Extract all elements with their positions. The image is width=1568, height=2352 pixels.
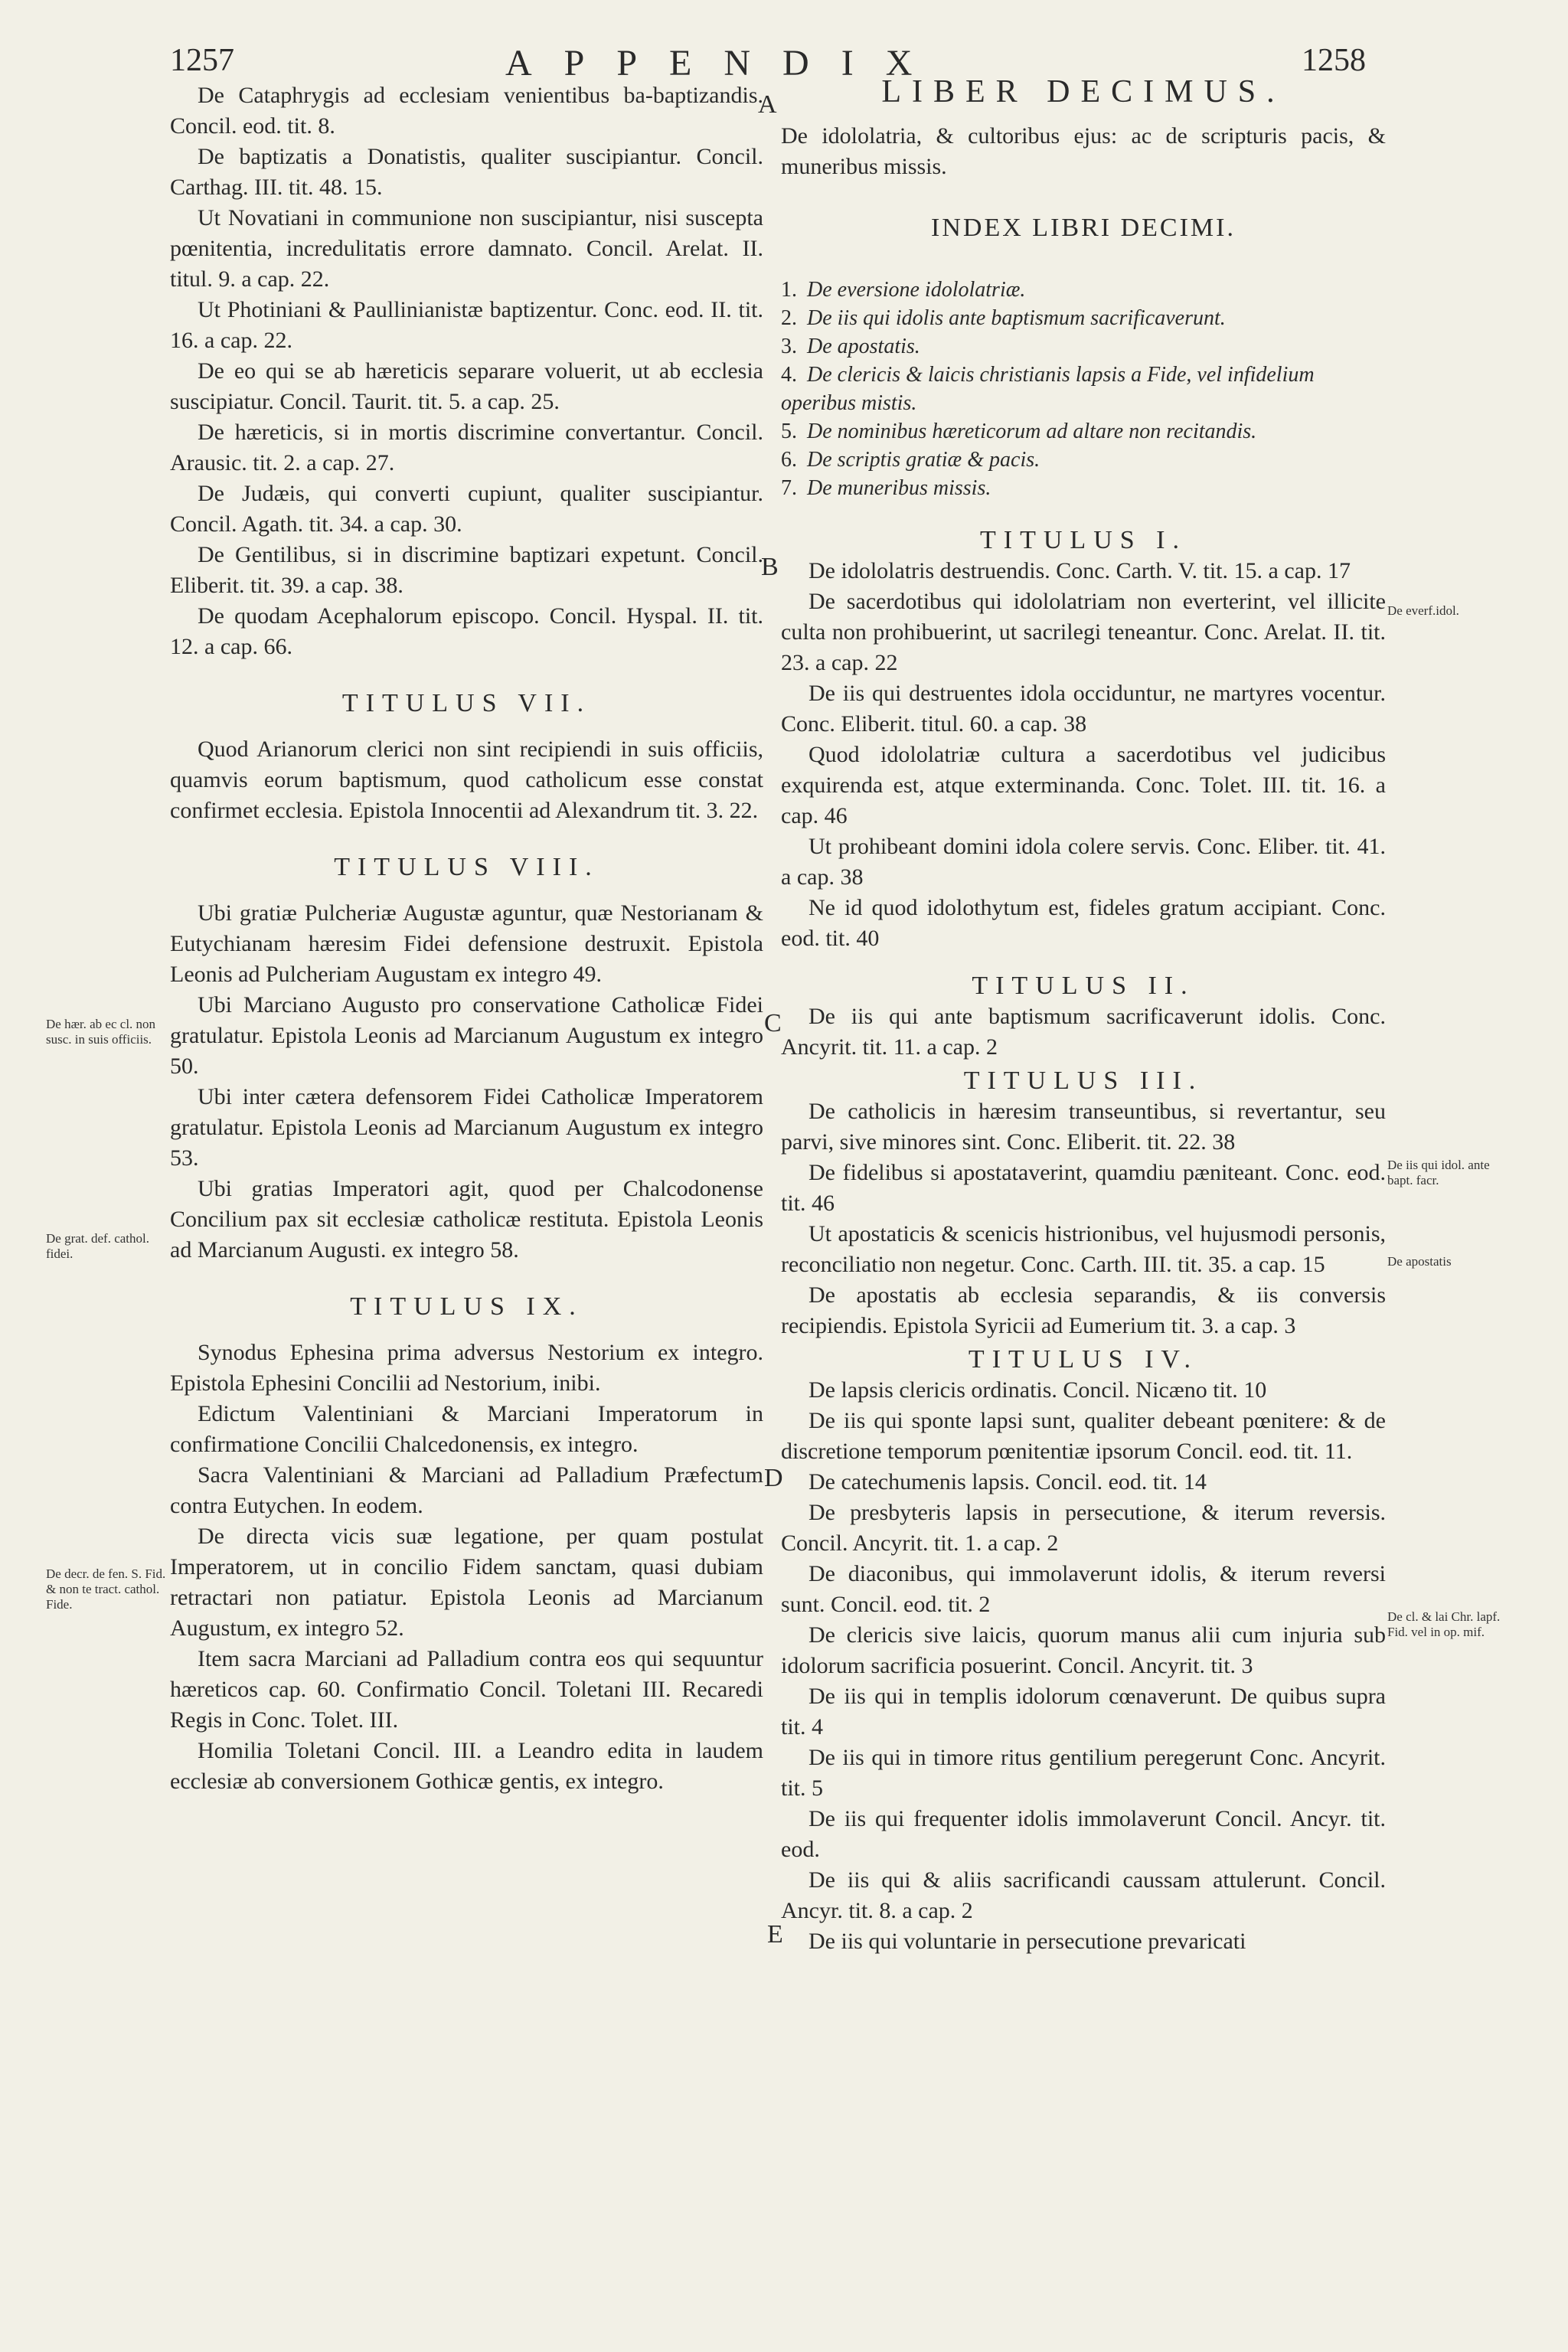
book-title: LIBER DECIMUS. xyxy=(881,74,1285,109)
index-title: INDEX LIBRI DECIMI. xyxy=(931,214,1236,242)
index-number: 1. xyxy=(781,278,797,302)
index-entry: Ut apostaticis & scenicis histrionibus, vel hujusmodi personis, reconciliatio non negetur. Conc. Carth. III. tit. 35. a cap. 15 xyxy=(781,1221,1386,1277)
index-entry: De iis qui sponte lapsi sunt, qualiter debeant pœnitere: & de discretione temporum pœnitentiæ ipsorum Concil. eod. tit. 11. xyxy=(781,1408,1386,1464)
index-text: De muneribus missis. xyxy=(807,476,991,500)
index-entry: De Cataphrygis ad ecclesiam venientibus ba-baptizandis. Concil. eod. tit. 8. xyxy=(170,83,763,139)
page-number-right: 1258 xyxy=(1302,43,1366,78)
index-entry: Ut Photiniani & Paullinianistæ baptizentur. Conc. eod. II. tit. 16. a cap. 22. xyxy=(170,297,763,353)
book-subtitle: De idololatria, & cultoribus ejus: ac de scripturis pacis, & muneribus missis. xyxy=(781,123,1386,179)
index-item xyxy=(781,446,1386,474)
index-item xyxy=(781,304,1386,332)
margin-note: De decr. de fen. S. Fid. & non te tract. cathol. Fide. xyxy=(46,1566,166,1612)
index-entry: De iis qui in templis idolorum cœnaverunt. De quibus supra tit. 4 xyxy=(781,1684,1386,1740)
index-entry: Homilia Toletani Concil. III. a Leandro edita in laudem ecclesiæ ab conversionem Gothicæ gentis, ex integro. xyxy=(170,1738,763,1794)
index-item xyxy=(781,361,1386,417)
section-mark-e: E xyxy=(767,1920,783,1949)
index-entry: De baptizatis a Donatistis, qualiter suscipiantur. Concil. Carthag. III. tit. 48. 15. xyxy=(170,144,763,200)
index-entry: Ubi gratias Imperatori agit, quod per Chalcodonense Concilium pax sit ecclesiæ catholicæ restituta. Epistola Leonis ad Marcianum Augusti. ex integro 58. xyxy=(170,1176,763,1263)
titulus-heading: TITULUS IX. xyxy=(350,1292,583,1321)
margin-note: De cl. & lai Chr. lapf. Fid. vel in op. mif. xyxy=(1387,1609,1501,1639)
index-text: De scriptis gratiæ & pacis. xyxy=(807,448,1040,472)
index-entry: Ut Novatiani in communione non suscipiantur, nisi suscepta pœnitentia, incredulitatis errore damnato. Concil. Arelat. II. titul. 9. a cap. 22. xyxy=(170,205,763,292)
index-entry: De iis qui ante baptismum sacrificaverunt idolis. Conc. Ancyrit. tit. 11. a cap. 2 xyxy=(781,1004,1386,1060)
titulus-heading: TITULUS III. xyxy=(963,1067,1204,1095)
index-text: De iis qui idolis ante baptismum sacrificaverunt. xyxy=(807,306,1226,330)
section-mark-d: D xyxy=(764,1464,783,1492)
section-mark-b: B xyxy=(761,553,779,581)
section-mark-a: A xyxy=(758,90,777,119)
titulus-heading: TITULUS IV. xyxy=(968,1345,1199,1374)
index-entry: De presbyteris lapsis in persecutione, & iterum reversis. Concil. Ancyrit. tit. 1. a cap. 2 xyxy=(781,1500,1386,1556)
index-entry: De iis qui frequenter idolis immolaverunt Concil. Ancyr. tit. eod. xyxy=(781,1806,1386,1862)
index-entry: De iis qui & aliis sacrificandi caussam attulerunt. Concil. Ancyr. tit. 8. a cap. 2 xyxy=(781,1867,1386,1923)
index-text: De apostatis. xyxy=(807,335,920,358)
margin-note: De iis qui idol. ante bapt. facr. xyxy=(1387,1158,1490,1187)
margin-note: De hær. ab ec cl. non susc. in suis officiis. xyxy=(46,1017,156,1047)
page-number-left: 1257 xyxy=(170,43,234,78)
index-entry: Synodus Ephesina prima adversus Nestorium ex integro. Epistola Ephesini Concilii ad Nestorium, inibi. xyxy=(170,1340,763,1396)
index-text: De nominibus hæreticorum ad altare non recitandis. xyxy=(807,420,1257,443)
index-entry: Edictum Valentiniani & Marciani Imperatorum in confirmatione Concilii Chalcedonensis, ex integro. xyxy=(170,1401,763,1457)
index-entry: Ubi gratiæ Pulcheriæ Augustæ aguntur, quæ Nestorianam & Eutychianam hæresim Fidei defensione destruxit. Epistola Leonis ad Pulcheriam Augustam ex integro 49. xyxy=(170,900,763,987)
index-entry: Ne id quod idolothytum est, fideles gratum accipiant. Conc. eod. tit. 40 xyxy=(781,895,1386,951)
index-entry: Ubi Marciano Augusto pro conservatione Catholicæ Fidei gratulatur. Epistola Leonis ad Marcianum Augustum ex integro 50. xyxy=(170,992,763,1079)
index-entry: De iis qui in timore ritus gentilium peregerunt Conc. Ancyrit. tit. 5 xyxy=(781,1745,1386,1801)
index-entry: De catholicis in hæresim transeuntibus, si revertantur, seu parvi, sive minores sint. Conc. Eliberit. tit. 22. 38 xyxy=(781,1099,1386,1155)
index-entry: Sacra Valentiniani & Marciani ad Palladium Præfectum contra Eutychen. In eodem. xyxy=(170,1462,763,1518)
index-list xyxy=(781,276,1386,502)
index-number: 7. xyxy=(781,476,797,500)
titulus-heading: TITULUS II. xyxy=(972,972,1195,1000)
left-column xyxy=(170,80,763,1797)
index-text: De eversione idololatriæ. xyxy=(807,278,1026,302)
margin-note: De apostatis xyxy=(1387,1254,1452,1269)
titulus-heading: TITULUS VIII. xyxy=(334,853,599,881)
index-item xyxy=(781,417,1386,446)
index-entry: De lapsis clericis ordinatis. Concil. Nicæno tit. 10 xyxy=(808,1377,1267,1403)
index-number: 5. xyxy=(781,420,797,443)
index-entry: De directa vicis suæ legatione, per quam postulat Imperatorem, ut in concilio Fidem sanctam, quasi dubiam retractari non patiatur. Epistola Leonis ad Marcianum Augustum, ex integro 52. xyxy=(170,1524,763,1641)
section-mark-c: C xyxy=(764,1009,782,1037)
index-entry: De apostatis ab ecclesia separandis, & iis conversis recipiendis. Epistola Syricii ad Eumerium tit. 3. a cap. 3 xyxy=(781,1282,1386,1338)
index-entry: De idololatris destruendis. Conc. Carth. V. tit. 15. a cap. 17 xyxy=(808,558,1351,583)
margin-note: De everf.idol. xyxy=(1387,603,1459,618)
index-entry: De eo qui se ab hæreticis separare voluerit, ut ab ecclesia suscipiatur. Concil. Taurit. tit. 5. a cap. 25. xyxy=(170,358,763,414)
index-number: 6. xyxy=(781,448,797,472)
index-entry: Ubi inter cætera defensorem Fidei Catholicæ Imperatorem gratulatur. Epistola Leonis ad Marcianum Augustum ex integro 53. xyxy=(170,1084,763,1171)
running-title: APPENDIX xyxy=(505,43,945,83)
index-entry: De clericis sive laicis, quorum manus alii cum injuria sub idolorum sacrificia posuerint. Concil. Ancyrit. tit. 3 xyxy=(781,1622,1386,1678)
index-entry: De Gentilibus, si in discrimine baptizari expetunt. Concil. Eliberit. tit. 39. a cap. 38. xyxy=(170,542,763,598)
index-number: 3. xyxy=(781,335,797,358)
index-item xyxy=(781,474,1386,502)
index-entry: De fidelibus si apostataverint, quamdiu pæniteant. Conc. eod. tit. 46 xyxy=(781,1160,1386,1216)
index-item xyxy=(781,332,1386,361)
titulus-heading: TITULUS VII. xyxy=(341,689,592,717)
index-entry: Quod Arianorum clerici non sint recipiendi in suis officiis, quamvis eorum baptismum, quod catholicum esse constat confirmet ecclesia. Epistola Innocentii ad Alexandrum tit. 3. 22. xyxy=(170,737,763,823)
index-entry: Quod idololatriæ cultura a sacerdotibus vel judicibus exquirenda est, atque exterminanda. Conc. Tolet. III. tit. 16. a cap. 46 xyxy=(781,742,1386,828)
index-entry: De hæreticis, si in mortis discrimine convertantur. Concil. Arausic. tit. 2. a cap. 27. xyxy=(170,420,763,475)
index-number: 2. xyxy=(781,306,797,330)
index-entry: De diaconibus, qui immolaverunt idolis, & iterum reversi sunt. Concil. eod. tit. 2 xyxy=(781,1561,1386,1617)
index-item xyxy=(781,276,1386,304)
index-entry: De quodam Acephalorum episcopo. Concil. Hyspal. II. tit. 12. a cap. 66. xyxy=(170,603,763,659)
titulus-heading: TITULUS I. xyxy=(980,526,1187,554)
index-entry: De sacerdotibus qui idololatriam non everterint, vel illicite culta non prohibuerint, ut sacrilegi teneantur. Conc. Arelat. II. tit. 23. a cap. 22 xyxy=(781,589,1386,675)
index-entry: Ut prohibeant domini idola colere servis. Conc. Eliber. tit. 41. a cap. 38 xyxy=(781,834,1386,890)
index-entry: De catechumenis lapsis. Concil. eod. tit. 14 xyxy=(808,1469,1207,1494)
index-entry: De iis qui destruentes idola occiduntur, ne martyres vocentur. Conc. Eliberit. titul. 60. a cap. 38 xyxy=(781,681,1386,737)
index-entry: De Judæis, qui converti cupiunt, qualiter suscipiantur. Concil. Agath. tit. 34. a cap. 30. xyxy=(170,481,763,537)
right-column xyxy=(781,74,1386,1957)
index-text: De clericis & laicis christianis lapsis a Fide, vel infidelium operibus mistis. xyxy=(781,363,1315,415)
margin-note: De grat. def. cathol. fidei. xyxy=(46,1231,149,1261)
index-entry: Item sacra Marciani ad Palladium contra eos qui sequuntur hæreticos cap. 60. Confirmatio Concil. Toletani III. Recaredi Regis in Conc. Tolet. III. xyxy=(170,1646,763,1733)
index-number: 4. xyxy=(781,363,797,387)
index-entry: De iis qui voluntarie in persecutione prevaricati xyxy=(808,1929,1246,1954)
